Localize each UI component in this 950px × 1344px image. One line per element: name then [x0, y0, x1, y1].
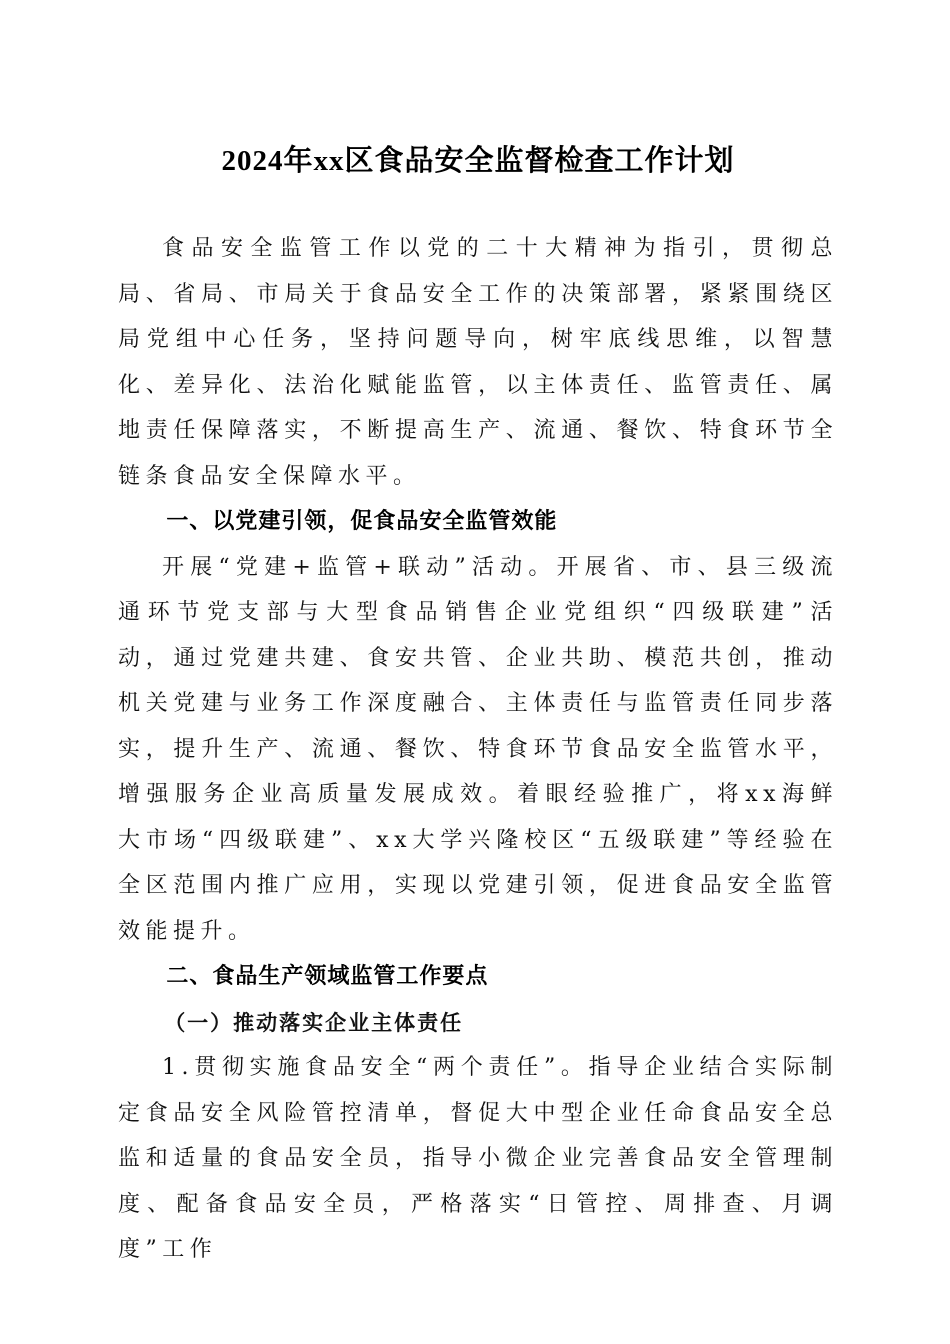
section-2-item-1: 1.贯彻实施食品安全“两个责任”。指导企业结合实际制定食品安全风险管控清单，督促大中型企业任命食品安全总监和适量的食品安全员，指导小微企业完善食品安全管理制度、配备食品安全员，严格落实“日管控、周排查、月调度”工作	[118, 1055, 838, 1262]
section-2-heading: 二、食品生产领域监管工作要点	[166, 964, 489, 989]
intro-paragraph: 食品安全监管工作以党的二十大精神为指引，贯彻总局、省局、市局关于食品安全工作的决策部署，紧紧围绕区局党组中心任务，坚持问题导向，树牢底线思维，以智慧化、差异化、法治化赋能监管，以主体责任、监管责任、属地责任保障落实，不断提高生产、流通、餐饮、特食环节全链条食品安全保障水平。	[118, 236, 838, 489]
document-title: 2024年xx区食品安全监督检查工作计划	[221, 145, 735, 177]
section-2-subheading: （一）推动落实企业主体责任	[164, 1009, 464, 1035]
document-body	[118, 130, 838, 1273]
section-1-heading: 一、以党建引领，促食品安全监管效能	[166, 509, 558, 534]
section-1-paragraph: 开展“党建+监管+联动”活动。开展省、市、县三级流通环节党支部与大型食品销售企业党组织“四级联建”活动，通过党建共建、食安共管、企业共助、模范共创，推动机关党建与业务工作深度融合、主体责任与监管责任同步落实，提升生产、流通、餐饮、特食环节食品安全监管水平，增强服务企业高质量发展成效。着眼经验推广，将xx海鲜大市场“四级联建”、xx大学兴隆校区“五级联建”等经验在全区范围内推广应用，实现以党建引领，促进食品安全监管效能提升。	[118, 554, 838, 944]
